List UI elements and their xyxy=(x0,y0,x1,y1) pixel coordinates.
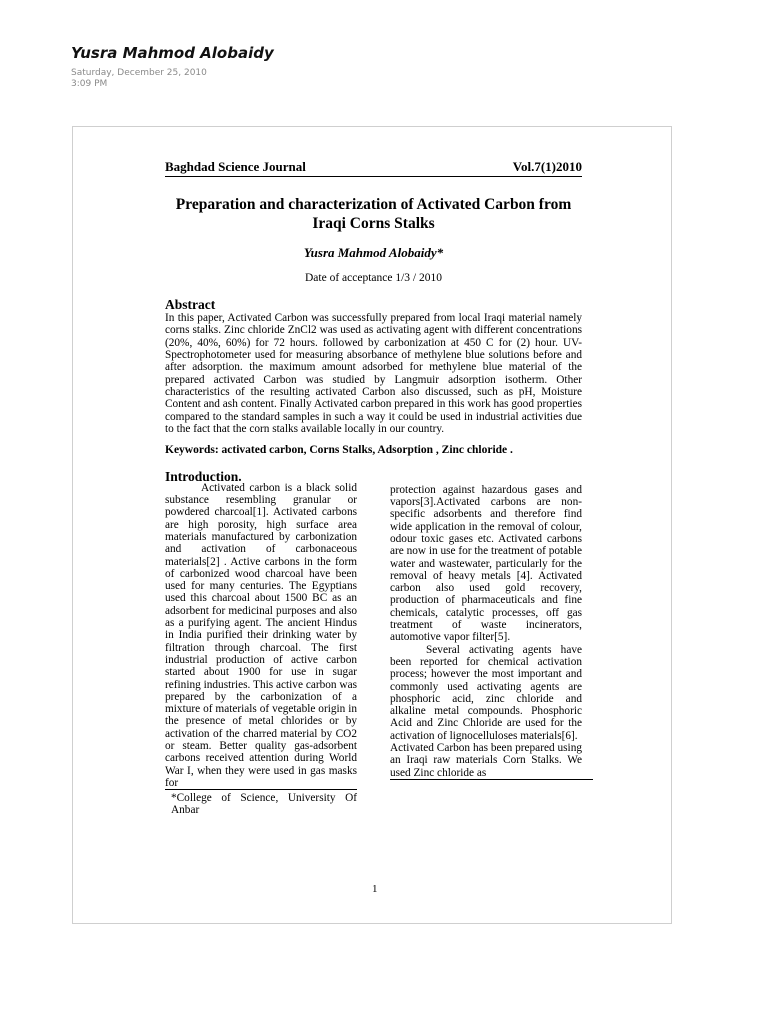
page-content xyxy=(165,161,582,817)
page-number: 1 xyxy=(372,883,378,895)
document-page xyxy=(72,126,672,924)
journal-name: Baghdad Science Journal xyxy=(165,159,306,174)
left-column xyxy=(165,482,357,817)
abstract-heading: Abstract xyxy=(165,296,216,312)
paper-title xyxy=(165,195,582,233)
post-date: Saturday, December 25, 2010 xyxy=(71,68,207,78)
keywords: Keywords: activated carbon, Corns Stalks, Adsorption , Zinc chloride . xyxy=(165,444,513,457)
right-column-para2: Several activating agents have been reported for chemical activation process; however the most important and commonly used activating agents are phosphoric acid, zinc chloride and alkaline metal compounds. Phosphoric Acid and Zinc Chloride are used for the activation of lignocelluloses materials[6]. xyxy=(390,643,582,742)
introduction-heading: Introduction. xyxy=(165,469,242,485)
journal-header xyxy=(165,161,582,177)
paper-title-line2: Iraqi Corns Stalks xyxy=(312,215,435,233)
journal-volume: Vol.7(1)2010 xyxy=(512,159,582,174)
footnote-divider xyxy=(165,789,357,790)
right-column xyxy=(390,484,582,817)
abstract-text: In this paper, Activated Carbon was successfully prepared from local Iraqi material namely corns stalks. Zinc chloride ZnCl2 was used as activating agent with different concentrations (20%, 40%, 60%) for 72 hours. followed by carbonization at 450 C for (2) hour. UV-Spectrophotometer used for measuring absorbance of methylene blue solutions before and after adsorption. the maximum amount adsorbed for methylene blue material of the prepared activated Carbon was studied by Langmuir adsorption isotherm. Other characteristics of the resulting activated Carbon also discussed, such as pH, Moisture Content and ash content. Finally Activated carbon prepared in this work has good properties compared to the standard samples in such a way it could be used in industrial activities due to the fact that the corn stalks available locally in our country. xyxy=(165,312,582,435)
two-column-body xyxy=(165,482,582,817)
acceptance-date: Date of acceptance 1/3 / 2010 xyxy=(305,271,442,284)
post-author[interactable]: Yusra Mahmod Alobaidy xyxy=(71,44,274,62)
footnote: *College of Science, University Of Anbar xyxy=(171,792,357,817)
paper-title-line1: Preparation and characterization of Activated Carbon from xyxy=(175,196,572,214)
right-column-divider xyxy=(390,779,593,780)
left-column-text: Activated carbon is a black solid substance resembling granular or powdered charcoal[1]. Activated carbons are high porosity, high surface area materials manufactured by carbonization and activation of carbonaceous materials[2] . Active carbons in the form of carbonized wood charcoal have been used for many centuries. The Egyptians used this charcoal about 1500 BC as an adsorbent for medicinal purposes and also as a purifying agent. The ancient Hindus in India purified their drinking water by filtration through charcoal. The first industrial production of active carbon started about 1900 for use in sugar refining industries. This active carbon was prepared by the carbonization of a mixture of materials of vegetable origin in the presence of metal chlorides or by activation of the charred material by CO2 or steam. Better quality gas-adsorbent carbons received attention during World War I, when they were used in gas masks for xyxy=(165,481,357,789)
paper-author: Yusra Mahmod Alobaidy* xyxy=(303,245,444,261)
right-column-para3: Activated Carbon has been prepared using an Iraqi raw materials Corn Stalks. We used Zinc chloride as xyxy=(390,741,582,779)
post-time: 3:09 PM xyxy=(71,79,108,89)
right-column-para1: protection against hazardous gases and vapors[3].Activated carbons are non-specific adsorbents and therefore find wide application in the removal of colour, odour toxic gases etc. Activated carbons are now in use for the treatment of potable water and wastewater, particularly for the removal of heavy metals [4]. Activated carbon also used gold recovery, production of pharmaceuticals and fine chemicals, catalytic processes, off gas treatment of waste incinerators, automotive vapor filter[5]. xyxy=(390,483,582,644)
post-header xyxy=(71,44,274,90)
post-meta xyxy=(71,68,274,90)
